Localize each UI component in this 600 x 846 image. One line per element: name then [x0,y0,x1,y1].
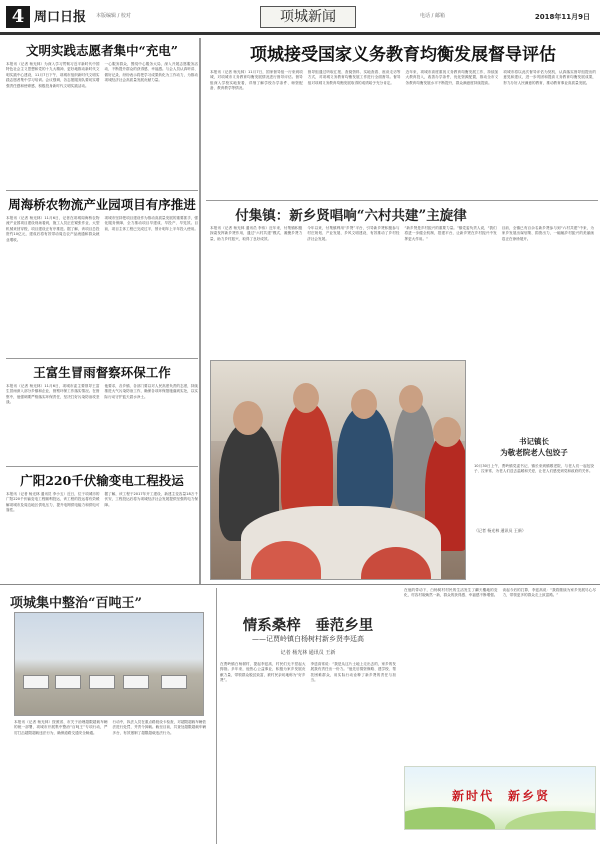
column-rule [200,38,201,584]
new-era-banner [404,766,596,830]
lead-body [210,70,596,198]
story-title: 情系桑梓 垂范乡里 [242,617,374,634]
page-header [0,0,600,40]
caption-title-line: 书记镇长 [519,437,549,446]
photo-head [351,389,377,419]
story-credit: 记者 杨光林 通讯员 王新 [280,650,336,656]
story-title: 项城集中整治“百吨王” [10,596,142,611]
story-title: 广阳220千伏输变电工程投运 [20,473,184,488]
photo-caption [470,360,598,580]
feature-text: 今年以来，付集镇利用“乡贤”平台，引导新乡贤积极参与村庄规划、产业发展、乡风文明建设，有效推动了乡村经济社会发展。 [307,226,400,241]
lead-text: 督导组通过听取汇报、查阅资料、实地查看、座谈走访等方式，对项城义务教育均衡发展工作进行全面督导。督导组对项城义务教育均衡发展取得的成绩给予充分肯定。 [307,70,401,85]
caption-title [470,436,598,458]
divider [206,200,598,201]
story-volunteers [6,38,198,188]
story-logistics [6,192,198,356]
feature-text: 本报讯（记者 杨光林 通讯员 李伟）近年来，付集镇积极探索发挥新乡贤作用，通过“六村共建”模式，凝聚乡贤力量，助力乡村振兴，取得了良好成效。 [210,226,303,241]
photo-head [293,383,319,413]
story-text: 行动中，执法人员在重点路段设卡检查，对超限超载车辆依法进行处罚，并责令卸载。截至目前，共查处超限超载车辆多台，有效遏制了超限超载违法行为。 [112,720,206,735]
photo-head [433,417,461,447]
feature-text: “新乡贤是乡村振兴的重要力量。”镇党委负责人说，“我们将进一步健全机制，搭建平台，让新乡贤在乡村振兴中发挥更大作用。” [404,226,497,241]
story-text: 据了解，该工程于2017年开工建设，新建主变容量18万千伏安，工程投运后将为项城经济社会发展提供坚强的电力保障。 [104,492,198,507]
feature-text: 目前，全镇已有百余名新乡贤参与到“六村共建”中来，为家乡发展出谋划策、捐资出力，一幅幅乡村振兴的美丽画卷正在徐徐展开。 [501,226,594,241]
story-body [14,720,206,838]
caption-credit: （记者 杨光林 通讯员 王新） [474,528,526,533]
photo-person [337,405,393,515]
story-text: 本报讯（记者 杨光林）11月6日，记者在项城周海桥农物流产业园项目建设现场看到，施工人员正在紧张作业，大型机械来回穿梭，项目建设正有序推进。据了解，该项目总投资约10亿元，建成后将有效带动周边农产品流通和群众就业增收。 [6,216,100,242]
story-continued [400,588,598,842]
issue-date: 2018年11月9日 [534,13,590,21]
dumplings-photo [210,360,466,580]
feature-headline: 付集镇：新乡贤唱响“六村共建”主旋律 [235,208,467,224]
story-text: 一心服务群众，围绕中心服务大局，深入开展志愿服务活动，不断提升群众的获得感、幸福感。与会人员认真听讲、做好记录，纷纷表示将把学习成果转化为工作动力，为推动项城经济社会高质量发展贡献力量。 [104,62,198,83]
story-environment [6,360,198,464]
banner-text: 新时代 新乡贤 [451,789,550,803]
story-text: 项城市坚持把项目建设作为推动高质量发展的重要抓手，强化服务保障，全力推动项目早建成、早投产、早见效。目前，项目主体工程已完成过半，预计明年上半年投入使用。 [104,216,198,231]
story-new-sage [220,588,396,842]
page-number: 4 [6,6,30,28]
photo-head [233,401,263,435]
story-text: 在贾岭镇白杨树村，提起李廷高，村民们无不竖起大拇指。多年来，他热心公益事业，积极为家乡发展贡献力量，带领群众脱贫致富，被村民亲切地称为“好乡贤”。 [220,662,306,683]
lead-headline: 项城接受国家义务教育均衡发展督导评估 [250,45,556,65]
truck [55,675,81,689]
photo-head [399,385,423,413]
caption-text: 10月30日上午，贾岭镇党委书记、镇长来到镇敬老院，与老人们一起包饺子、拉家常，为老人们送去温暖和关爱，让老人们感受到党和政府的关怀。 [474,464,594,474]
story-title: 文明实践志愿者集中“充电” [26,43,178,58]
story-text: 在他的带动下，白杨树村村民的生活发生了翻天覆地的变化，村容村貌焕然一新，群众的获得感、幸福感不断增强。 [404,588,498,598]
story-text: 本报讯（记者 杨光林）按照省、市关于治理超限超载车辆的统一部署，项城市开展集中整治“百吨王”专项行动，严厉打击超限超载违法行为，确保道路交通安全畅通。 [14,720,108,735]
truck [161,675,187,689]
truck [89,675,115,689]
left-column [4,38,200,584]
story-text: 他要求，各乡镇、各部门要以对人民高度负责的态度，持续推进大气污染防治工作，确保各项环保措施落到实处，以实际行动守护蓝天碧水净土。 [104,384,198,399]
divider [6,466,198,467]
story-body [220,662,396,840]
photo-person [281,401,333,521]
lead-text: 本报讯（记者 杨光林）11月7日，国家督导组一行来到项城，对项城市义务教育均衡发展情况进行督导评估。督导组深入学校实地查看，详细了解学校办学条件、师资配备、教育教学等情况。 [210,70,303,91]
story-body [404,588,596,738]
banner-hill [505,811,596,830]
truck [23,675,49,689]
story-text: 本报讯（记者 杨光林）为深入学习贯彻习近平新时代中国特色社会主义思想和党的十九大精神，更好地推动新时代文明实践中心建设，11月7日下午，项城市组织新时代文明实践志愿者集中学习培训。会议强调，各志愿服务队要切实增强责任感和使命感，积极投身新时代文明实践活动。 [6,62,100,88]
truck [123,675,149,689]
story-title: 周海桥农物流产业园项目有序推进 [8,197,196,212]
story-text: 谈起今后的打算，李廷高说：“我将继续为家乡发展尽心尽力，带领更多的群众走上致富路。” [502,588,596,598]
trucks-photo [14,612,204,716]
section-name: 项城新闻 [260,6,356,28]
divider [6,190,198,191]
feature-body [210,226,594,358]
phone-meta: 电话 / 邮箱 [420,13,445,19]
header-rule [0,32,600,35]
story-text: 本报讯（记者 杨光林 通讯员 李小五）近日，位于项城市的广阳220千伏输变电工程顺利投运，该工程的投运将有效缓解项城市及周边地区供电压力，提升电网供电能力和供电可靠性。 [6,492,100,513]
caption-title-line: 为敬老院老人包饺子 [500,448,568,457]
paper-name: 周口日报 [34,10,87,25]
divider [6,358,198,359]
bottom-rule [0,584,600,585]
story-subtitle: ——记贾岭镇白杨树村新乡贤李廷高 [252,635,364,643]
story-text: 本报讯（记者 杨光林）11月6日，项城市委主要领导王富生冒雨深入部分乡镇和企业，督察环保工作落实情况。在督察中，他强调要严格落实环保责任，坚决打好污染防治攻坚战。 [6,384,100,405]
story-text: 李廷高常说：“我是从这片土地上走出去的，家乡的发展我有责任出一份力。”他先后捐资修路、建学校、帮扶困难群众，用实际行动诠释了新乡贤的责任与担当。 [310,662,396,683]
lead-text: 近年来，项城市高度重视义务教育均衡发展工作，持续加大教育投入，改善办学条件，优化资源配置，推动全市义务教育均衡发展水平不断提升，群众满意度持续提高。 [405,70,499,85]
editor-meta: 本版编辑 / 校对 [96,13,131,19]
story-overload-trucks [4,588,214,842]
column-rule [216,588,217,844]
story-power [6,468,198,582]
story-title: 王富生冒雨督察环保工作 [33,365,171,380]
banner-hill [404,807,495,830]
lead-text: 项城市将以此次督导评估为契机，认真落实督导组提出的意见和建议，进一步巩固和提高义务教育均衡发展成果，努力办好人民满意的教育，推动教育事业高质量发展。 [503,70,596,85]
